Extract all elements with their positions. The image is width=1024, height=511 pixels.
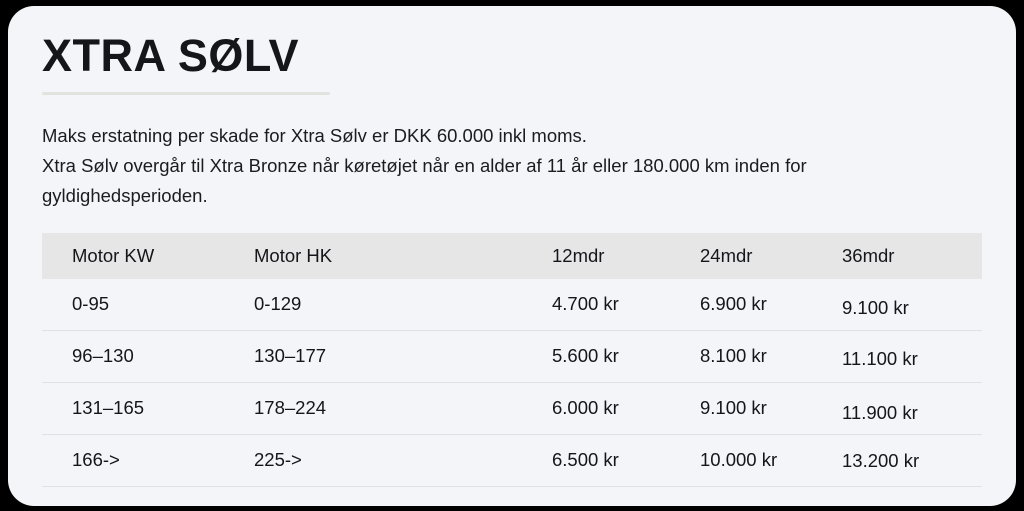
- intro-line-2: Xtra Sølv overgår til Xtra Bronze når køretøjet når en alder af 11 år eller 180.000 km inden for: [42, 154, 807, 176]
- cell-24mdr: 9.100 kr: [700, 382, 842, 434]
- cell-24mdr: 8.100 kr: [700, 330, 842, 382]
- cell-12mdr: 6.000 kr: [552, 382, 700, 434]
- table-row: [42, 434, 982, 486]
- cell-36mdr: 11.900 kr: [842, 387, 982, 439]
- cell-motor-hk: 178–224: [254, 382, 552, 434]
- column-header-motor-hk: Motor HK: [254, 233, 552, 279]
- intro-line-1: Maks erstatning per skade for Xtra Sølv er DKK 60.000 inkl moms.: [42, 124, 587, 146]
- cell-motor-kw: 131–165: [42, 382, 254, 434]
- column-header-motor-kw: Motor KW: [42, 233, 254, 279]
- cell-motor-kw: 96–130: [42, 330, 254, 382]
- table-header-row: [42, 233, 982, 279]
- pricing-card: [8, 6, 1016, 506]
- cell-36mdr: 11.100 kr: [842, 333, 982, 385]
- cell-motor-kw: 0-95: [42, 279, 254, 331]
- cell-12mdr: 4.700 kr: [552, 279, 700, 331]
- cell-36mdr: 13.200 kr: [842, 435, 982, 487]
- table-row: [42, 279, 982, 331]
- column-header-12mdr: 12mdr: [552, 233, 700, 279]
- cell-24mdr: 10.000 kr: [700, 434, 842, 486]
- cell-24mdr: 6.900 kr: [700, 279, 842, 331]
- cell-36mdr: 9.100 kr: [842, 283, 982, 335]
- column-header-24mdr: 24mdr: [700, 233, 842, 279]
- column-header-36mdr: 36mdr: [842, 233, 982, 279]
- price-table: [42, 233, 982, 487]
- table-body: [42, 279, 982, 487]
- cell-12mdr: 5.600 kr: [552, 330, 700, 382]
- intro-text: [42, 121, 990, 211]
- page-title: XTRA SØLV: [42, 30, 300, 81]
- cell-motor-hk: 130–177: [254, 330, 552, 382]
- table-header: [42, 233, 982, 279]
- card-content: [42, 24, 990, 487]
- intro-line-3: gyldighedsperioden.: [42, 184, 208, 206]
- cell-motor-hk: 225->: [254, 434, 552, 486]
- table-row: [42, 330, 982, 382]
- cell-motor-kw: 166->: [42, 434, 254, 486]
- table-row: [42, 382, 982, 434]
- cell-motor-hk: 0-129: [254, 279, 552, 331]
- price-table-wrapper: [42, 233, 982, 487]
- cell-12mdr: 6.500 kr: [552, 434, 700, 486]
- title-divider: [42, 92, 330, 95]
